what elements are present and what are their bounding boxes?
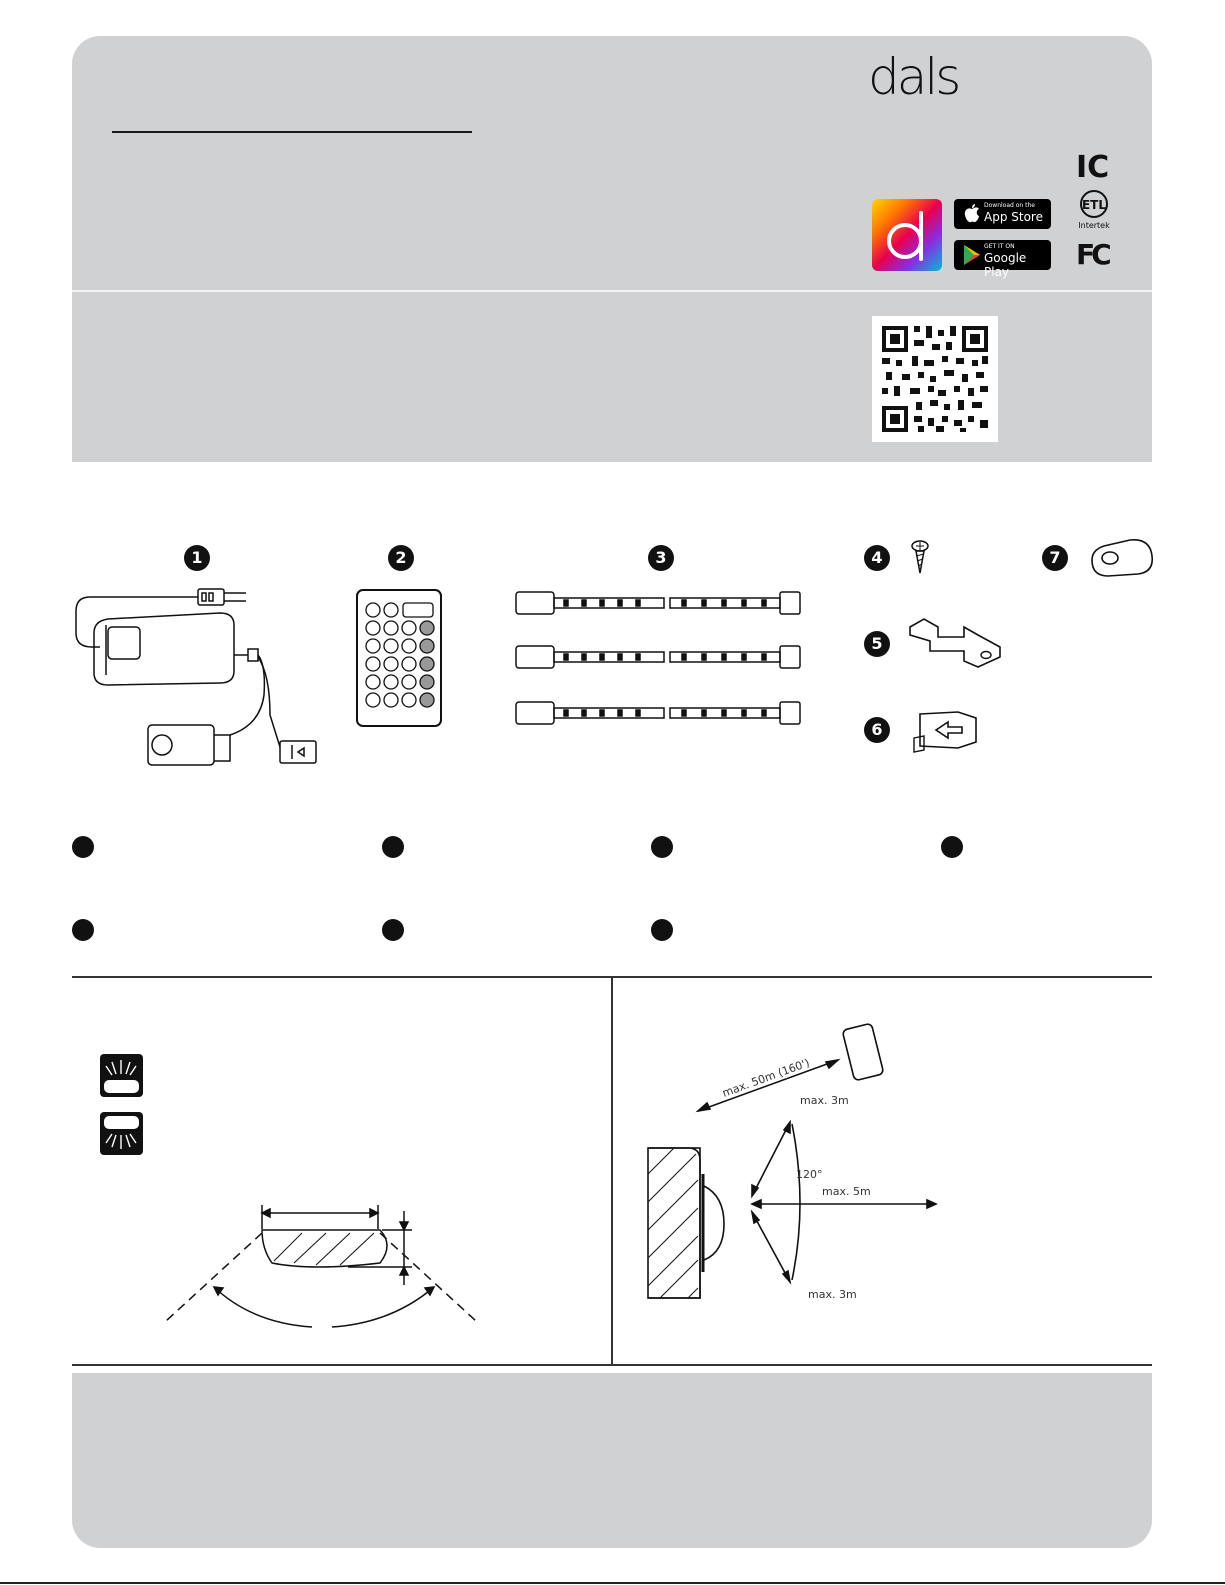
etl-cert-icon [1076,190,1116,230]
fcc-cert-mark: FC [1076,238,1108,271]
sensor-beam-diagram [162,1203,502,1353]
sensor-range-top-label: max. 3m [800,1094,849,1107]
sensor-range-mid-label: max. 5m [822,1185,871,1198]
page-bottom-rule [0,1582,1225,1584]
dals-app-icon[interactable] [872,199,942,271]
header-divider [72,290,1152,292]
svg-text:ETL: ETL [1081,198,1107,212]
title-underline [112,131,472,133]
section-divider-vertical [611,977,613,1364]
legend-bullet-4 [941,836,963,858]
mounting-clip-icon [906,617,1006,673]
screw-icon [910,540,930,576]
legend-bullet-3 [651,836,673,858]
google-play-badge[interactable] [954,240,1051,279]
component-number-1: 1 [184,545,210,571]
brand-logo: dals [868,48,959,106]
component-number-2: 2 [388,545,414,571]
light-up-rays-icon [100,1054,143,1097]
component-number-4: 4 [864,545,890,571]
light-down-mode-icon [100,1054,143,1097]
app-icon-glyph [872,199,942,271]
legend-bullet-2 [382,836,404,858]
etl-label: Intertek [1078,221,1110,230]
app-store-small-text: Download on the [984,202,1035,209]
remote-control-illustration [355,588,445,728]
google-play-icon [962,244,982,266]
range-diagram [640,1024,980,1324]
light-up-mode-icon [100,1112,143,1155]
bluetooth-range-label: max. 50m (160') [720,1056,812,1100]
qr-code-pattern [872,316,998,442]
legend-bullet-5 [72,919,94,941]
section-divider-bottom [72,1364,1152,1366]
strip-connector-icon [912,708,982,756]
component-number-7: 7 [1042,545,1068,571]
apple-icon [962,203,982,225]
legend-bullet-1 [72,836,94,858]
component-number-6: 6 [864,717,890,743]
app-store-badge[interactable] [954,199,1051,229]
sensor-angle-label: 120° [796,1168,823,1181]
google-play-small-text: GET IT ON [984,243,1015,250]
app-store-big-text: App Store [984,210,1043,224]
light-down-rays-icon [100,1112,143,1155]
legend-bullet-7 [651,919,673,941]
power-supply-illustration [70,585,350,795]
component-number-5: 5 [864,631,890,657]
ic-cert-mark: IC [1076,150,1110,185]
google-play-big-text: Google Play [984,251,1027,279]
cable-clip-icon [1088,536,1158,580]
qr-code[interactable] [872,316,998,442]
led-strips-illustration [512,588,812,748]
footer-panel [72,1373,1152,1548]
sensor-range-bottom-label: max. 3m [808,1288,857,1301]
legend-bullet-6 [382,919,404,941]
component-number-3: 3 [648,545,674,571]
